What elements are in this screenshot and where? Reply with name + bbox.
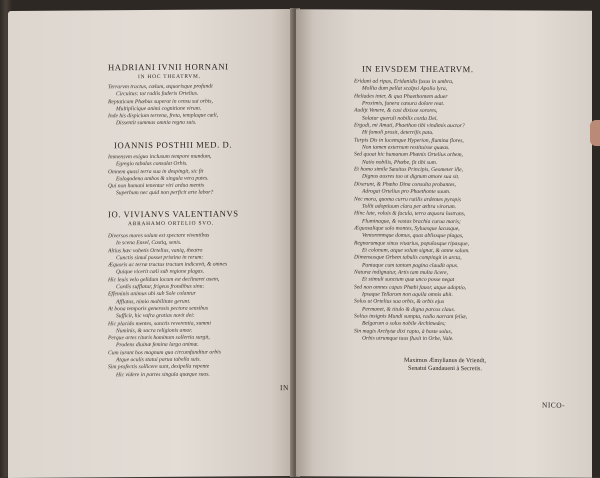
verse-line: Orbis utrumque tuus fluxit in Orbe, Vale. [362, 335, 454, 343]
verse-line: Ventoremnque domus, quas ablissque plagas, [362, 232, 464, 240]
verse-line: Dixerunt, & Phœbo Dina consulta probantes, [354, 181, 456, 188]
left-page [8, 9, 294, 478]
verse-line: In scena Ensel, Castiq, senis. [116, 240, 182, 247]
signature-office: Senatui Gandaueni à Secretis. [408, 364, 482, 373]
poem3-verse [108, 232, 239, 379]
verse-line: Belgarum o solus nobile Archimedes; [362, 320, 446, 328]
poem1-block [108, 61, 229, 128]
verse-line: Solius insignis Mundi sumpta, radio narrant feliæ, [354, 313, 468, 321]
verse-line: Pantaque cum tantum pagina claudit opus. [362, 262, 459, 269]
verse-line: Et stimuli sunctum quæ unco posse negat [362, 276, 455, 284]
verse-line: Et colonum, atque solum signat, & omne solum. [362, 247, 470, 255]
verse-line: Cunctis simul posset pristina in rerum: [116, 254, 204, 262]
verse-line: Terrarvm tractus, cœlum, æquorisque profundi [108, 83, 213, 91]
verse-line: Sufficit, hic vafra gratias novit dei: [116, 312, 195, 320]
verse-line: Heliades inter, & qua Phaethontem aduer [354, 93, 448, 100]
verse-line: Permanet, & titulo & digna parcos claus. [362, 306, 456, 313]
verse-line: Superbum nec quid non perficit arte labor? [116, 190, 214, 197]
poem3-block [108, 208, 239, 379]
verse-line: Diversos mores solum est spectare viventibus [108, 232, 210, 240]
verse-line: Hic placido mentes, sanctis reverentia, summi [108, 320, 211, 327]
verse-line: Et homo simile Sæuitus Principis, Geometer ille, [354, 166, 464, 174]
poem3-title: IO. VIVIANVS VALENTIANVS [108, 208, 239, 220]
verse-line: Effeminis animus ubi sub Sole colantur [108, 291, 196, 298]
thumb-edge [590, 120, 600, 146]
verse-line: Atque oculis statui parua tabella suis. [116, 356, 201, 364]
verse-line: Natio nobilis, Phœbe, fit tibi sum. [362, 159, 438, 166]
verse-line: Æquoris ac terræ tractus tractum indicavit, & omnes [108, 261, 228, 269]
verse-line: Hi fomoli prosit, deterrifis patu. [362, 129, 434, 137]
verse-line: Ipsaque Tellarum non aquila omnis abit. [362, 291, 453, 299]
verse-line: Numinis, & sacra religionis amor. [116, 327, 193, 335]
verse-line: Tollit adoptiuum clara per æthra virorum. [362, 203, 457, 210]
poem2-block [108, 139, 233, 198]
verse-line: Dissentit summas omnia regna suis. [116, 120, 197, 127]
verse-line: Ergodi, mi Amati, Phaethon tibi vindimis auctor? [354, 122, 465, 130]
verse-line: Naturæ indignatur, Artis tam multa licere, [354, 269, 449, 276]
verse-line: At bona temporis generosis pectora sensibus [108, 305, 209, 313]
verse-line: Circuitus: tot radiis fuderis Ortelius. [116, 90, 199, 98]
verse-line: Cordis sufflatur, frigeus frondibus sinu: [116, 283, 205, 291]
poem1-title: HADRIANI IVNII HORNANI [108, 61, 229, 73]
verse-line: Afflatus, nimio mobilitate gerunt. [116, 298, 191, 305]
verse-line: Fluminaque, & vastas brachia curua maris; [362, 218, 461, 225]
verse-line: Sed quoat hic humanum Phœnix Ortelius orbem, [354, 151, 463, 159]
verse-line: Hic leuis velo gelidum locum est declinaret axem, [108, 276, 220, 284]
poem2-verse [108, 153, 232, 198]
poem2-title: IOANNIS POSTHII MED. D. [114, 139, 233, 151]
verse-line: Adrogat Ortelius pro Phaethonte suum. [362, 188, 451, 196]
verse-line: Quique vicerit cæli sub regione plagas. [116, 269, 205, 276]
poem1-subtitle: IN HOC THEATRVM. [138, 73, 201, 81]
verse-line: Solus ut Ortelius sua orbis, & orbis ejus [354, 298, 445, 306]
poem1-verse [108, 83, 229, 128]
left-catchword: IN [280, 383, 289, 393]
right-poem-block [354, 64, 474, 344]
verse-line: Cum iurant hos magnum qua circumfunditur orbis [108, 349, 221, 357]
verse-line: Reptaticam Phœbus superat in censu sui orbis, [108, 98, 213, 105]
verse-line: Immensvm exiguo inclusum tempore mundum, [108, 153, 212, 161]
verse-line: Mollia dum pellat scalpsi Apolio lyra, [362, 85, 448, 93]
verse-line: Nec mora, quoma curru rutilis ardentes pyropis [354, 196, 461, 203]
verse-line: Altius hæc vobetis Ortelius, vaniq, theatro [108, 247, 203, 254]
verse-line: Proximis, funera cæsura dolore reat. [362, 100, 445, 108]
verse-line: Eridani ad ripas, Eridanidis fusus in umbra, [354, 78, 454, 86]
verse-line: Sed non omnes capax Phœbi fauor, atque adoptio, [354, 284, 467, 291]
verse-line: Non tamen externum restituisse quæas. [362, 144, 450, 152]
verse-line: Qui non humani tenentur viri ardua mentis [108, 182, 205, 190]
verse-line: Æquosalique solo montes, Syluasque lacusque, [354, 225, 460, 232]
verse-line: Multiplicique animi cognitione virum. [116, 105, 202, 113]
poem3-subtitle: ABRAHAMO ORTELIO SVO. [128, 220, 214, 228]
verse-line: Eulogodena ambos & singula vera putes. [116, 175, 209, 183]
verse-line: Hic videre in partes singula quæque suas. [116, 371, 210, 378]
verse-line: Omnem quasi terra sua in despingit, sic fit [108, 168, 204, 175]
verse-line: Audijt Venere, & casi dixisse sorores, [354, 107, 438, 115]
verse-line: Sin magis Archytæ dixi rapto, à hoste solus, [354, 328, 453, 335]
signature-block [404, 357, 486, 373]
right-poem-verse [354, 79, 474, 344]
verse-line: Perque artes rituris hominum sollertia surgit, [108, 334, 210, 342]
right-poem-title: IN EIVSDEM THEATRVM. [362, 63, 474, 75]
right-catchword: NICO- [542, 400, 566, 410]
verse-line: Hinc late, voluis & facula, terra æquora lustrans, [354, 210, 466, 218]
verse-line: Dimensusque Orbem tabulis compingit in arcta, [354, 254, 462, 262]
verse-line: Inde his dispicium terrena, freta, templaque cæli, [108, 112, 219, 120]
verse-line: Turpis Dis in lucemque Hyperion, flumina flores, [354, 137, 464, 144]
verse-line: Egregio tabulas consulat Orbis. [116, 161, 188, 168]
verse-line: Sim profectis sollicere sunt, desipella repente [108, 363, 210, 371]
verse-line: Regnorumque sinus viuarius, populosque ripasque, [354, 240, 469, 247]
verse-line: Prodens diuinæ femina larga animæ. [116, 342, 199, 349]
right-page [296, 9, 592, 478]
verse-line: Dignus auxres tuo ut dignum amore sua sit. [362, 174, 460, 181]
verse-line: Solatur queruli nobilis corda Dei. [362, 115, 438, 122]
signature-name: Maximus Æmylianus de Vriendt, [404, 356, 487, 365]
